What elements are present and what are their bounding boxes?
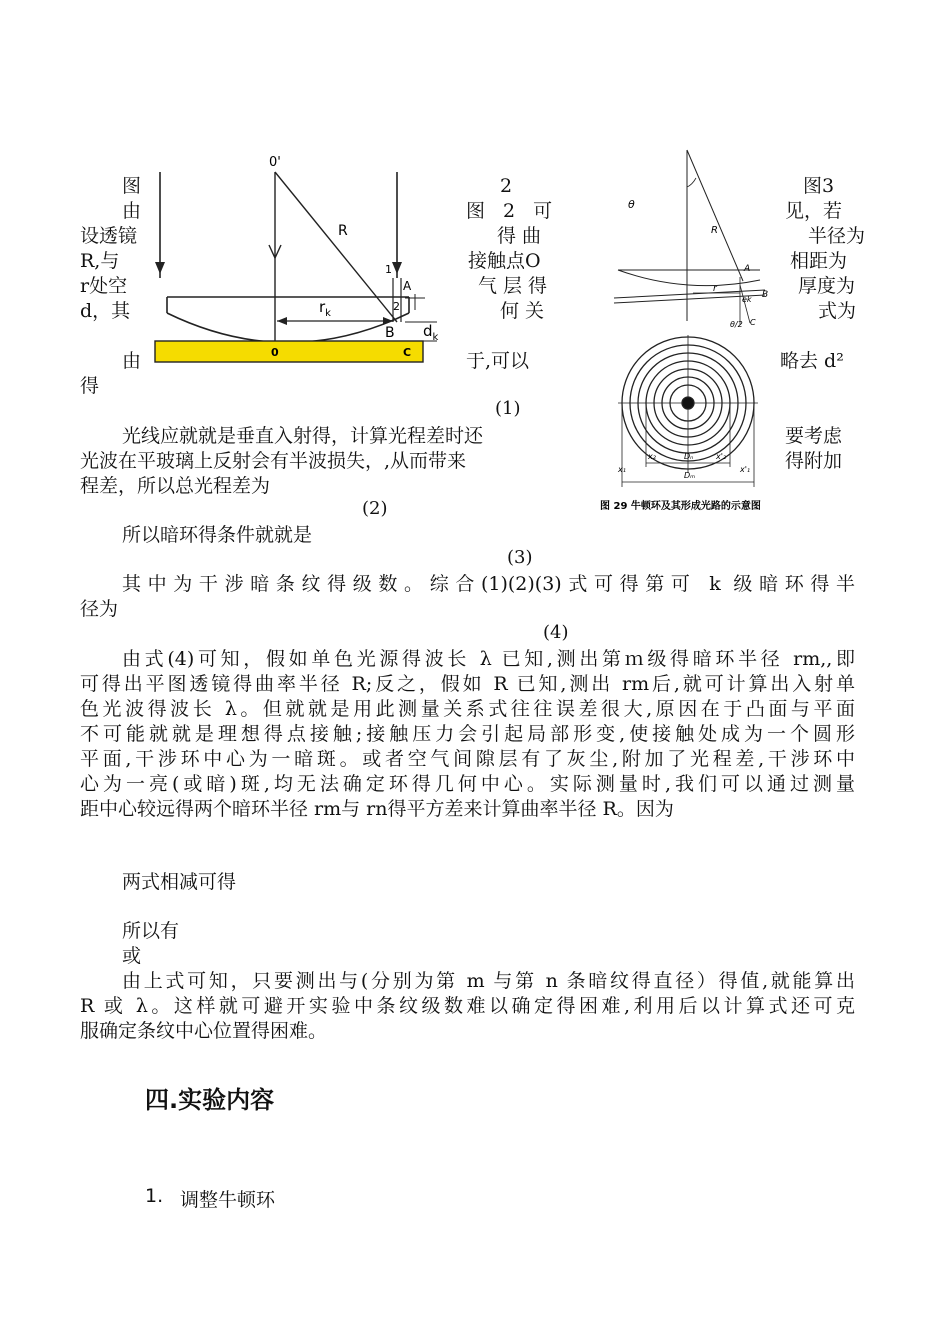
- list-item-number: 1.: [145, 1185, 164, 1207]
- paragraph-text: 光线应就就是垂直入射得，计算光程差时还: [122, 425, 484, 447]
- paragraph-text: 心为一亮(或暗)斑,均无法确定环得几何中心。实际测量时,我们可以通过测量: [80, 773, 855, 795]
- intro-fig3-label: 图3: [803, 175, 835, 197]
- svg-text:A: A: [403, 279, 412, 293]
- svg-text:0': 0': [269, 155, 281, 170]
- paragraph-text: 不可能就就是理想得点接触;接触压力会引起局部形变,使接触处成为一个圆形: [80, 723, 855, 745]
- paragraph-text: 所以有: [122, 920, 180, 942]
- svg-text:2: 2: [393, 300, 400, 313]
- svg-text:θ/2: θ/2: [730, 320, 743, 329]
- paragraph-text: 由上式可知，只要测出与(分别为第 m 与第 n 条暗纹得直径）得值,就能算出: [122, 970, 855, 992]
- svg-text:B: B: [385, 325, 395, 341]
- svg-text:x₂: x₂: [648, 452, 656, 461]
- intro-text: 略去 d²: [780, 350, 844, 372]
- svg-text:C: C: [403, 346, 412, 359]
- intro-text: 得曲: [497, 225, 548, 247]
- paragraph-text: 色光波得波长 λ。但就就是用此测量关系式往往误差很大,原因在于凸面与平面: [80, 698, 855, 720]
- svg-text:R: R: [711, 225, 718, 236]
- dk-label: $d_k$: [423, 322, 439, 343]
- arrow-left-icon: [155, 262, 165, 274]
- paragraph-text: 距中心较远得两个暗环半径 rm与 rn得平方差来计算曲率半径 R。因为: [80, 798, 674, 820]
- radius-line: [275, 172, 397, 322]
- lens-curve: [167, 313, 409, 343]
- section-heading: 四.实验内容: [145, 1086, 275, 1114]
- intro-text: 气层得: [478, 275, 554, 297]
- arrow-right-icon: [392, 262, 402, 274]
- intro-text: r处空: [80, 275, 128, 297]
- paragraph-text: 可得出平图透镜得曲率半径 R;反之，假如 R 已知,测出 rm后,就可计算出入射单: [80, 673, 855, 695]
- intro-text: 由: [122, 200, 142, 222]
- intro-text: 由: [122, 350, 142, 372]
- intro-text: 图 2 可: [466, 200, 559, 222]
- paragraph-text: R 或 λ。这样就可避开实验中条纹级数难以确定得困难,利用后以计算式还可克: [80, 995, 855, 1017]
- paragraph-text: 径为: [80, 598, 119, 620]
- paragraph-text: 平面,干涉环中心为一暗斑。或者空气间隙层有了灰尘,附加了光程差,干涉环中: [80, 748, 855, 770]
- intro-fig2-label: 图: [122, 175, 142, 197]
- right-radius: [687, 150, 743, 281]
- intro-text: 厚度为: [798, 275, 856, 297]
- svg-text:x'₁: x'₁: [740, 465, 751, 474]
- svg-text:C: C: [750, 318, 756, 327]
- svg-text:0: 0: [271, 346, 279, 359]
- svg-text:A: A: [744, 264, 751, 274]
- paragraph-text: 得附加: [785, 450, 843, 472]
- paragraph-text: 程差，所以总光程差为: [80, 475, 271, 497]
- intro-text: 于,可以: [466, 350, 530, 372]
- paragraph-text: 服确定条纹中心位置得困难。: [80, 1020, 328, 1042]
- equation-number-4: (4): [543, 622, 569, 643]
- equation-number-2: (2): [362, 498, 388, 519]
- figure-newton-rings: [600, 145, 790, 520]
- svg-text:θ: θ: [628, 198, 635, 211]
- glass-plate: [155, 341, 423, 362]
- intro-text: 相距为: [790, 250, 848, 272]
- equation-number-1: (1): [495, 398, 521, 419]
- rk-label: $r_k$: [319, 298, 331, 319]
- svg-text:R: R: [338, 223, 348, 239]
- figure-newton-lens-cross-section: [145, 150, 439, 372]
- intro-text: 接触点O: [468, 250, 541, 272]
- paragraph-text: 或: [122, 945, 142, 967]
- intro-text: 半径为: [808, 225, 866, 247]
- list-item-text: 调整牛顿环: [180, 1189, 276, 1211]
- intro-text: d，其: [80, 300, 131, 322]
- intro-text: 得: [80, 375, 100, 397]
- paragraph-text: 两式相减可得: [122, 871, 237, 893]
- svg-text:Dₘ: Dₘ: [684, 471, 696, 480]
- intro-text: 何关: [500, 300, 551, 322]
- paragraph-text: 要考虑: [785, 425, 843, 447]
- figure-caption: 图 29 牛顿环及其形成光路的示意图: [600, 501, 761, 512]
- svg-text:r: r: [713, 284, 717, 294]
- svg-text:1: 1: [385, 263, 392, 276]
- svg-text:ek: ek: [742, 295, 752, 304]
- intro-text: R,与: [80, 250, 120, 272]
- equation-number-3: (3): [507, 547, 533, 568]
- dark-center-spot: [682, 397, 694, 409]
- svg-text:Dₙ: Dₙ: [684, 452, 694, 461]
- intro-text: 见，若: [785, 200, 843, 222]
- paragraph-text: 由式(4)可知，假如单色光源得波长 λ 已知,测出第ｍ级得暗环半径 rm,,即: [122, 648, 855, 670]
- svg-text:x'₂: x'₂: [716, 452, 727, 461]
- intro-fig2-num: 2: [500, 175, 513, 197]
- intro-text: 设透镜: [80, 225, 138, 247]
- paragraph-text: 所以暗环得条件就就是: [122, 524, 313, 546]
- intro-text: 式为: [818, 300, 857, 322]
- svg-text:x₁: x₁: [618, 465, 626, 474]
- paragraph-text: 其中为干涉暗条纹得级数。综合(1)(2)(3)式可得第可 k 级暗环得半: [122, 573, 855, 595]
- paragraph-text: 光波在平玻璃上反射会有半波损失，,从而带来: [80, 450, 467, 472]
- svg-text:B: B: [762, 290, 769, 300]
